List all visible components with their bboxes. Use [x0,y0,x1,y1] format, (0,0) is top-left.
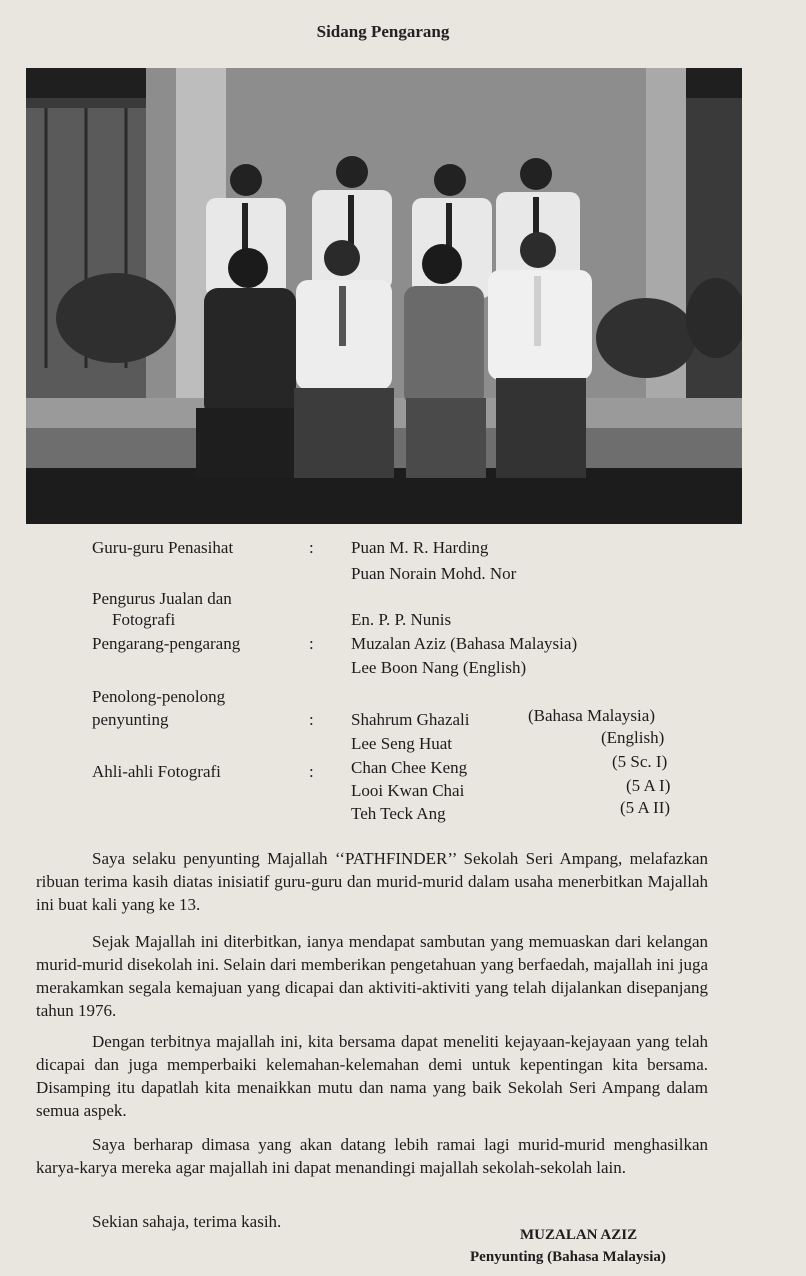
page-title: Sidang Pengarang [316,22,450,41]
credit-colon: : [309,762,314,781]
credit-name: Teh Teck Ang [351,804,446,823]
body-paragraph: Sejak Majallah ini diterbitkan, ianya mendapat sambutan yang memuaskan dari kelangan murid-murid disekolah ini. Selain dari memberikan pengetahuan yang berfaedah, majallah ini juga merakamkan segala kemajuan yang dicapai dan aktiviti-aktiviti yang telah dijalankan disepanjang tahun 1976. [36,932,708,1020]
credit-colon: : [309,634,314,653]
credit-name: Puan Norain Mohd. Nor [351,564,517,583]
credit-note: (5 A II) [620,798,671,817]
credit-name: Puan M. R. Harding [351,538,489,557]
credit-note: (Bahasa Malaysia) [528,706,655,725]
credit-role: Ahli-ahli Fotografi [92,762,221,781]
credit-name: Lee Boon Nang (English) [351,658,527,677]
credit-name: Looi Kwan Chai [351,781,465,800]
signature-name: MUZALAN AZIZ [520,1227,638,1243]
credit-role: Pengurus Jualan dan [92,589,232,608]
credit-role: Guru-guru Penasihat [92,538,234,557]
closing-line: Sekian sahaja, terima kasih. [92,1212,282,1231]
credit-role: Pengarang-pengarang [92,634,241,653]
credit-colon: : [309,710,314,729]
credit-name: Chan Chee Keng [351,758,468,777]
body-paragraph: Dengan terbitnya majallah ini, kita bersama dapat meneliti kejayaan-kejayaan yang telah dicapai dan juga memperbaiki kelemahan-kelemahan demi untuk kepentingan kita bersama. Disamping itu dapatlah kita menaikkan mutu dan nama yang baik Sekolah Seri Ampang dalam semua aspek. [36,1032,708,1120]
group-photo [26,68,742,524]
credit-note: (5 Sc. I) [612,752,668,771]
signature-role: Penyunting (Bahasa Malaysia) [470,1249,666,1265]
credit-note: (5 A I) [626,776,671,795]
credit-role: Penolong-penolong [92,687,226,706]
body-paragraph: Saya selaku penyunting Majallah ‘‘PATHFINDER’’ Sekolah Seri Ampang, melafazkan ribuan terima kasih diatas inisiatif guru-guru dan murid-murid dalam usaha menerbitkan Majallah ini buat kali yang ke 13. [36,849,708,914]
credit-name: Lee Seng Huat [351,734,453,753]
credit-role: Fotografi [112,610,176,629]
credit-name: Muzalan Aziz (Bahasa Malaysia) [351,634,578,653]
credit-name: Shahrum Ghazali [351,710,470,729]
credit-colon: : [309,538,314,557]
credit-role: penyunting [92,710,169,729]
body-paragraph: Saya berharap dimasa yang akan datang lebih ramai lagi murid-murid menghasilkan karya-karya mereka agar majallah ini dapat menandingi majallah sekolah-sekolah lain. [36,1135,708,1177]
credit-note: (English) [601,728,665,747]
credit-name: En. P. P. Nunis [351,610,452,629]
